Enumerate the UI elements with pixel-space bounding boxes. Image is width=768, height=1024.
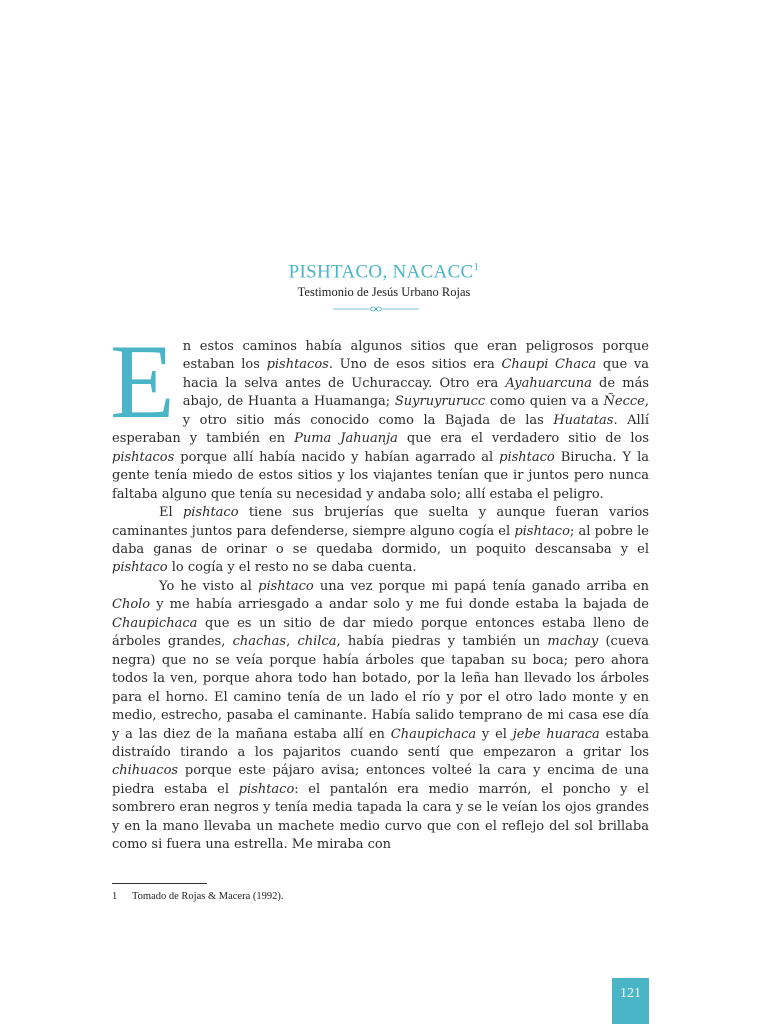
italic-term: chihuacos — [112, 763, 179, 779]
text-run: : el pantalón era medio marrón, el poncho y el sombrero eran negros y tenía media tapada la cara y se le veían los ojos grandes y en la mano llevaba un machete medio curvo que con el reflejo del sol brillaba como si fuera una estrella. Me miraba con — [112, 781, 649, 853]
italic-term: chachas — [232, 634, 287, 650]
text-run: . Allí esperaban y también en — [112, 412, 649, 447]
text-run: estaba distraído tirando a los pajaritos cuando sentí que empezaron a gritar los — [112, 726, 650, 760]
footnote-text: Tomado de Rojas & Macera (1992). — [132, 891, 284, 902]
italic-term: Cholo — [112, 597, 151, 613]
text-run: porque este pájaro avisa; entonces volteé la cara y encima de una piedra estaba el — [112, 763, 649, 797]
italic-term: Chaupichaca — [390, 726, 477, 742]
italic-term: Huatatas — [553, 412, 614, 428]
drop-cap: E — [110, 323, 175, 440]
italic-term: chilca — [297, 634, 337, 650]
paragraph — [110, 323, 649, 504]
title-ornament-divider — [333, 304, 419, 314]
italic-term: Puma Jahuanja — [294, 431, 398, 447]
italic-term: Ayahuarcuna — [505, 375, 592, 391]
text-run: , había piedras y también un — [336, 634, 548, 650]
text-run: de más abajo, de Huanta a Huamanga; — [182, 375, 649, 410]
page-number: 121 — [620, 986, 641, 1001]
italic-term: machay — [547, 634, 599, 650]
text-run: n estos caminos había algunos sitios que eran peligrosos porque estaban los — [182, 339, 649, 373]
footnote-reference: 1 — [473, 261, 480, 273]
text-run: . Uno de esos sitios era — [328, 357, 502, 373]
text-run: , y otro sitio más conocido como la Bajada de las — [182, 394, 649, 428]
italic-term: Ñecce — [603, 394, 645, 410]
text-run: como quien va a — [485, 394, 604, 410]
footnote — [112, 891, 283, 902]
text-run: Yo he visto al — [159, 578, 259, 594]
italic-term: Chaupichaca — [112, 615, 198, 631]
italic-term: Chaupi Chaca — [501, 357, 597, 373]
text-run: que va hacia la selva antes de Uchuraccay. Otro era — [182, 357, 649, 391]
text-run: y el — [476, 726, 513, 742]
text-run: que es un sitio de dar miedo porque entonces estaba lleno de árboles grandes, — [112, 615, 649, 650]
text-run: Birucha. Y la gente tenía miedo de estos sitios y los viajantes tenían que ir juntos pero nunca faltaba alguno que tenía su necesidad y andaba solo; allí estaba el peligro. — [112, 449, 649, 502]
footnote-rule — [112, 883, 207, 884]
chapter-title — [0, 261, 768, 283]
text-run: porque allí había nacido y habían agarrado al — [174, 449, 500, 465]
italic-term: pishtaco — [238, 781, 295, 797]
italic-term: pishtacos — [266, 357, 329, 373]
text-run: (cueva negra) que no se veía porque había árboles que tapaban su boca; pero ahora todos la ven, porque ahora todo han botado, por la leña han llevado los árboles para el horno. El camino tenía de un lado el río y por el otro lado monte y en medio, estrecho, pasaba el caminante. Había salido temprano de mi casa ese día y a las diez de la mañana estaba allí en — [112, 634, 649, 742]
italic-term: pishtaco — [514, 523, 570, 539]
italic-term: Suyruyrurucc — [394, 394, 486, 410]
footnote-number: 1 — [112, 891, 118, 902]
paragraph — [112, 578, 649, 855]
text-run: , — [286, 634, 298, 650]
italic-term: pishtaco — [182, 505, 239, 521]
text-run: El — [159, 505, 183, 521]
text-run: una vez porque mi papá tenía ganado arriba en — [313, 578, 649, 594]
paragraph — [112, 504, 649, 578]
italic-term: jebe huaraca — [512, 726, 600, 742]
italic-term: pishtacos — [112, 449, 175, 465]
text-run: tiene sus brujerías que suelta y aunque fueran varios caminantes juntos para defenderse, siempre alguno cogía el — [112, 505, 650, 539]
page-number-badge — [612, 978, 649, 1024]
text-run: y me había arriesgado a andar solo y me fui donde estaba la bajada de — [150, 597, 649, 613]
chapter-subtitle: Testimonio de Jesús Urbano Rojas — [297, 285, 471, 299]
text-run: lo cogía y el resto no se daba cuenta. — [167, 560, 417, 576]
text-run: que era el verdadero sitio de los — [397, 431, 649, 447]
chapter-title-text: PISHTACO, NACACC — [288, 261, 474, 283]
italic-term: pishtaco — [112, 560, 168, 576]
italic-term: pishtaco — [499, 449, 555, 465]
text-run: ; al pobre le daba ganas de orinar o se quedaba dormido, un poquito descansaba y el — [112, 523, 649, 557]
body-text — [110, 323, 650, 855]
italic-term: pishtaco — [258, 578, 314, 594]
